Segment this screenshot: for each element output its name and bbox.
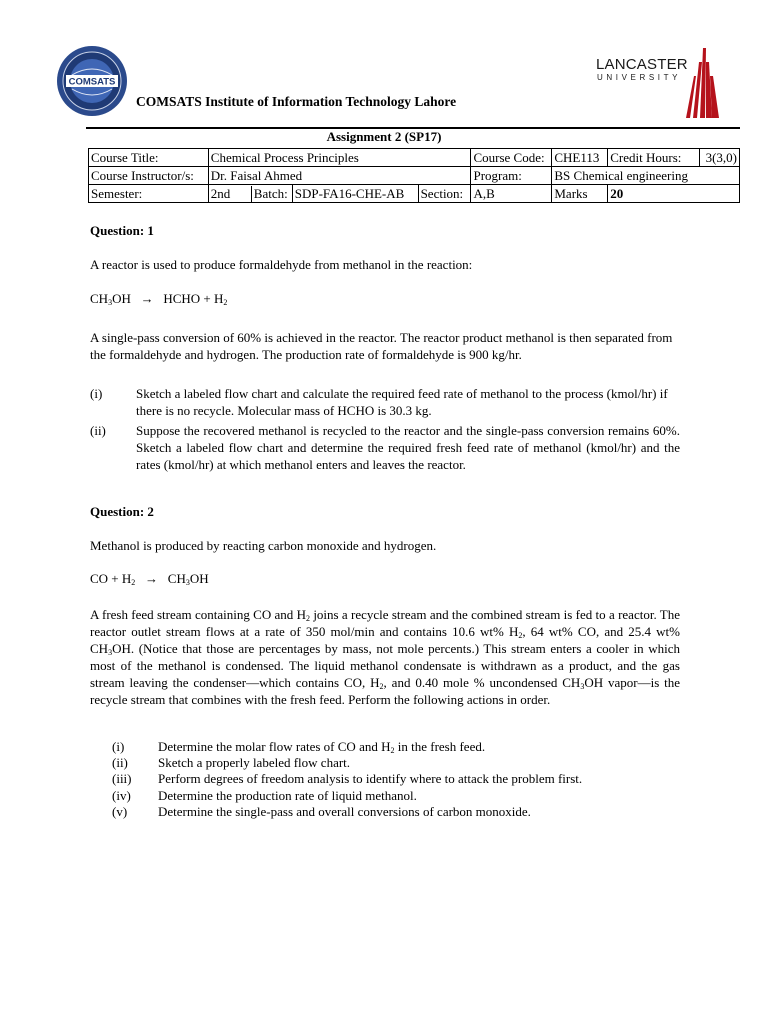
question-2-item-number: (i) xyxy=(112,739,125,754)
question-2-item-text: Sketch a properly labeled flow chart. xyxy=(158,755,351,770)
question-2-item-text: Determine the production rate of liquid methanol. xyxy=(158,788,417,803)
reaction-arrow-icon: → xyxy=(140,291,154,306)
assignment-title: Assignment 2 (SP17) xyxy=(326,129,442,144)
lancaster-wordmark: LANCASTER xyxy=(596,56,688,73)
question-2-item-text: Determine the molar flow rates of CO and $H_2$ in the fresh feed. xyxy=(158,739,486,755)
program-value: BS Chemical engineering xyxy=(552,167,740,185)
question-1-item-text: Sketch a labeled flow chart and calculate the required feed rate of methanol to the process (kmol/hr) if there is no recycle. Molecular mass of HCHO is 30.3 kg. xyxy=(136,386,668,418)
lancaster-subtitle: UNIVERSITY xyxy=(597,73,682,82)
reaction-rhs: HCHO + $H_2$ xyxy=(163,291,228,307)
batch-label: Batch: xyxy=(253,185,288,201)
question-2-item-number: (iv) xyxy=(112,788,131,803)
credit-hours-value: 3(3,0) xyxy=(700,149,740,167)
question-1-paragraph: A single-pass conversion of 60% is achieved in the reactor. The reactor product methanol is then separated from the formaldehyde and hydrogen. The production rate of formaldehyde is 900 kg/hr. xyxy=(90,330,673,362)
lancaster-logo xyxy=(596,42,720,118)
course-info-table xyxy=(88,148,740,203)
reaction-arrow-icon: → xyxy=(145,571,159,586)
table-row xyxy=(89,167,740,185)
question-2-heading: Question: 2 xyxy=(90,504,154,519)
question-1-heading: Question: 1 xyxy=(90,223,154,238)
comsats-logo xyxy=(56,45,128,117)
course-code-label: Course Code: xyxy=(471,149,552,167)
question-2-paragraph: A fresh feed stream containing CO and $H_2$ joins a recycle stream and the combined stream is fed to a reactor. The reactor outlet stream flows at a rate of 350 mol/min and contains 10.6 wt% $H_2$, 64 wt% CO, and 25.4 wt% $CH_3OH$. (Notice that those are percentages by mass, not mole percents.) This stream enters a cooler in which most of the methanol is condensed. The liquid methanol condensate is withdrawn as a product, and the gas stream leaving the condenser—which contains CO, $H_2$, and 0.40 mole % uncondensed $CH_3OH$ vapor—is the recycle stream that combines with the fresh feed. Perform the following actions in order. xyxy=(90,607,681,707)
question-1-reaction xyxy=(90,290,680,307)
table-row xyxy=(89,149,740,167)
marks-value: 20 xyxy=(608,185,740,203)
semester-value: 2nd xyxy=(209,186,252,202)
question-1-intro: A reactor is used to produce formaldehyde from methanol in the reaction: xyxy=(90,257,473,272)
reaction-lhs: $CH_3OH$ xyxy=(90,291,131,307)
question-2-item-text: Perform degrees of freedom analysis to identify where to attack the problem first. xyxy=(158,771,583,786)
course-title-value: Chemical Process Principles xyxy=(208,149,471,167)
institute-name: COMSATS Institute of Information Technology Lahore xyxy=(136,94,457,109)
question-2-item-number: (v) xyxy=(112,804,128,819)
section-label: Section: xyxy=(418,185,471,203)
lancaster-emblem-icon xyxy=(682,42,720,118)
question-2-intro: Methanol is produced by reacting carbon monoxide and hydrogen. xyxy=(90,538,437,553)
batch-value: SDP-FA16-CHE-AB xyxy=(292,185,418,203)
program-label: Program: xyxy=(471,167,552,185)
reaction-rhs: $CH_3OH$ xyxy=(167,571,209,587)
question-2-item-number: (iii) xyxy=(112,771,132,786)
instructor-label: Course Instructor/s: xyxy=(89,167,209,185)
course-code-value: CHE113 xyxy=(552,149,608,167)
question-1-item-text: Suppose the recovered methanol is recycled to the reactor and the single-pass conversion remains 60%. Sketch a labeled flow chart and determine the required fresh feed rate of methanol (kmol/hr) and the rates (kmol/hr) at which methanol enters and leaves the reactor. xyxy=(136,423,680,472)
instructor-value: Dr. Faisal Ahmed xyxy=(208,167,471,185)
course-title-label: Course Title: xyxy=(89,149,209,167)
credit-hours-label: Credit Hours: xyxy=(608,149,700,167)
reaction-lhs: CO + $H_2$ xyxy=(90,571,136,587)
marks-label: Marks xyxy=(552,185,608,203)
table-row xyxy=(89,185,740,203)
section-value: A,B xyxy=(471,185,552,203)
question-1-item-number: (i) xyxy=(90,386,103,401)
question-2-item-text: Determine the single-pass and overall conversions of carbon monoxide. xyxy=(158,804,531,819)
semester-label: Semester: xyxy=(89,185,209,203)
question-1-item-number: (ii) xyxy=(90,423,106,438)
question-2-reaction xyxy=(90,570,680,587)
question-2-item-number: (ii) xyxy=(112,755,128,770)
comsats-logo-text: COMSATS xyxy=(68,76,116,88)
